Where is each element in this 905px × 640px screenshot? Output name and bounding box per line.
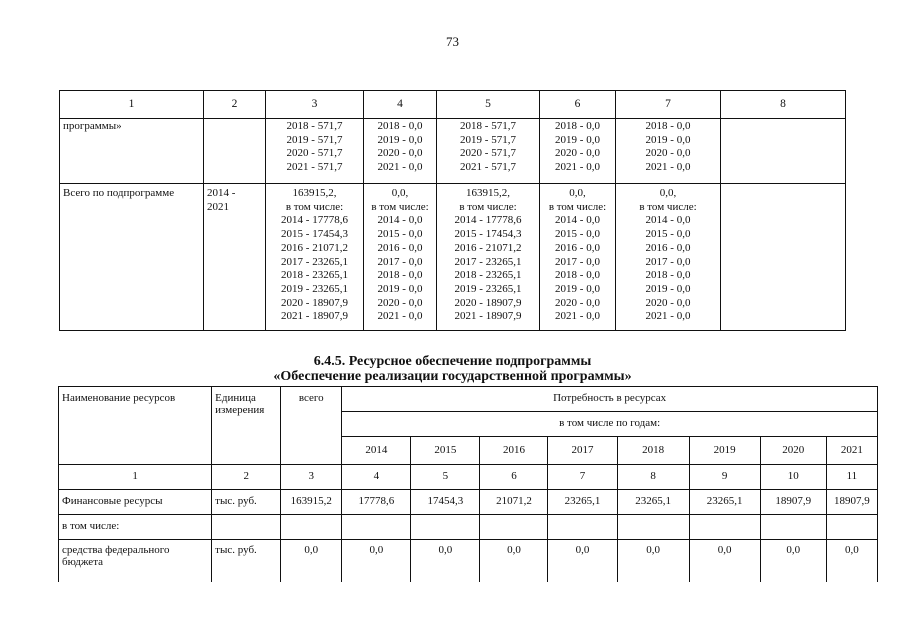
cell-line: 2018 - 0,0 — [377, 120, 423, 132]
column-number: 2 — [212, 465, 281, 490]
cell-line: 2017 - 0,0 — [645, 255, 691, 268]
cell-line: 2021 - 571,7 — [286, 161, 343, 174]
cell-line: 2017 - 23265,1 — [281, 255, 348, 268]
header-by-years: в том числе по годам: — [342, 412, 878, 437]
column-number: 4 — [342, 465, 411, 490]
cell-line: 2015 - 0,0 — [377, 228, 423, 241]
year-value: 0,0 — [826, 540, 877, 583]
year-value — [689, 515, 760, 540]
year-value: 0,0 — [689, 540, 760, 583]
cell-line: 2021 - 0,0 — [377, 310, 423, 323]
cell-line: 2018 - 0,0 — [645, 120, 691, 132]
column-number: 6 — [540, 91, 616, 119]
cell-line: 2021 - 0,0 — [377, 161, 423, 174]
period-line: 2014 - — [207, 187, 236, 199]
year-value: 0,0 — [760, 540, 826, 583]
cell-line: 2016 - 0,0 — [377, 241, 423, 254]
resource-unit — [212, 515, 281, 540]
cell-line: 2021 - 0,0 — [645, 161, 691, 174]
cell-federal — [364, 119, 437, 184]
cell-line: 2016 - 21071,2 — [281, 241, 348, 254]
resource-name: в том числе: — [59, 515, 212, 540]
cell-line: 2020 - 0,0 — [555, 296, 600, 309]
cell-line: 2016 - 0,0 — [645, 241, 691, 254]
year-value: 0,0 — [480, 540, 548, 583]
resource-name: Финансовые ресурсы — [59, 490, 212, 515]
cell-line: 2014 - 17778,6 — [454, 214, 522, 227]
cell-line: 2017 - 23265,1 — [454, 255, 522, 268]
cell-line: 2020 - 571,7 — [286, 147, 343, 160]
year-value: 23265,1 — [548, 490, 617, 515]
cell-line: 163915,2, — [466, 187, 510, 199]
cell-line: 2021 - 0,0 — [645, 310, 691, 323]
cell-line: 2018 - 23265,1 — [281, 269, 348, 282]
column-number: 8 — [617, 465, 689, 490]
row-name: программы» — [60, 119, 204, 184]
cell-line: 0,0, — [569, 187, 586, 199]
cell-line: 2015 - 0,0 — [645, 228, 691, 241]
cell-line: 2021 - 0,0 — [555, 161, 600, 174]
year-value: 21071,2 — [480, 490, 548, 515]
cell-line: 2020 - 0,0 — [645, 147, 691, 160]
cell-line: 2019 - 0,0 — [377, 133, 423, 146]
header-row — [59, 387, 878, 412]
cell-line: 2019 - 0,0 — [645, 282, 691, 295]
year-value — [411, 515, 480, 540]
column-number: 7 — [548, 465, 617, 490]
cell-line: 2019 - 0,0 — [377, 282, 423, 295]
year-header: 2021 — [826, 437, 877, 465]
page-number: 73 — [446, 34, 459, 49]
header-total: всего — [281, 387, 342, 465]
cell-line: 2016 - 0,0 — [555, 241, 600, 254]
column-number: 6 — [480, 465, 548, 490]
column-number: 8 — [721, 91, 846, 119]
row-period — [204, 119, 266, 184]
cell-line: 2020 - 0,0 — [377, 147, 423, 160]
cell-line: 2018 - 0,0 — [555, 269, 600, 282]
header-unit: Единица измерения — [212, 387, 281, 465]
cell-line: 2021 - 18907,9 — [454, 310, 522, 323]
table-row — [60, 119, 846, 184]
year-header: 2016 — [480, 437, 548, 465]
cell-line: 2021 - 571,7 — [460, 161, 516, 174]
cell-line: 2014 - 0,0 — [377, 214, 423, 227]
year-header: 2020 — [760, 437, 826, 465]
cell-federal — [364, 184, 437, 331]
table-row — [59, 540, 878, 583]
column-number: 1 — [60, 91, 204, 119]
year-value: 18907,9 — [826, 490, 877, 515]
cell-total — [266, 119, 364, 184]
cell-line: 2018 - 23265,1 — [454, 269, 522, 282]
resource-table — [58, 386, 878, 582]
cell-empty — [721, 184, 846, 331]
cell-line: 163915,2, — [292, 187, 337, 199]
cell-line: 2019 - 571,7 — [460, 133, 516, 146]
cell-line: 0,0, — [391, 187, 409, 199]
column-number: 4 — [364, 91, 437, 119]
resource-unit: тыс. руб. — [212, 490, 281, 515]
cell-line: 0,0, — [659, 187, 677, 199]
resource-total: 163915,2 — [281, 490, 342, 515]
cell-line: 2016 - 21071,2 — [454, 241, 522, 254]
table-row — [60, 184, 846, 331]
section-subtitle: «Обеспечение реализации государственной программы» — [273, 369, 632, 384]
column-number: 2 — [204, 91, 266, 119]
cell-line: 2020 - 0,0 — [377, 296, 423, 309]
year-value: 17778,6 — [342, 490, 411, 515]
column-number: 1 — [59, 465, 212, 490]
cell-line: 2019 - 0,0 — [555, 282, 600, 295]
cell-local — [540, 119, 616, 184]
year-value — [548, 515, 617, 540]
year-value — [826, 515, 877, 540]
year-value: 23265,1 — [617, 490, 689, 515]
cell-line: 2019 - 0,0 — [645, 133, 691, 146]
cell-line: в том числе: — [371, 200, 429, 213]
cell-line: 2018 - 571,7 — [460, 120, 516, 132]
cell-other — [616, 184, 721, 331]
cell-local — [540, 184, 616, 331]
cell-line: 2021 - 0,0 — [555, 310, 600, 323]
header-resource-name: Наименование ресурсов — [59, 387, 212, 465]
year-value — [342, 515, 411, 540]
column-number: 3 — [281, 465, 342, 490]
cell-line: 2019 - 0,0 — [555, 133, 600, 146]
cell-line: 2019 - 23265,1 — [454, 282, 522, 295]
year-header: 2014 — [342, 437, 411, 465]
year-header: 2017 — [548, 437, 617, 465]
cell-line: 2019 - 571,7 — [286, 133, 343, 146]
year-value: 0,0 — [617, 540, 689, 583]
subprogram-funding-table — [59, 90, 846, 331]
year-header: 2018 — [617, 437, 689, 465]
period-line: 2021 — [207, 200, 229, 213]
table-row — [59, 515, 878, 540]
column-number: 11 — [826, 465, 877, 490]
year-header: 2019 — [689, 437, 760, 465]
section-title: 6.4.5. Ресурсное обеспечение подпрограммы — [313, 354, 592, 369]
resource-total — [281, 515, 342, 540]
cell-line: 2014 - 17778,6 — [281, 214, 348, 227]
year-value: 0,0 — [342, 540, 411, 583]
column-number: 5 — [411, 465, 480, 490]
cell-line: в том числе: — [639, 200, 697, 213]
row-name: Всего по подпрограмме — [60, 184, 204, 331]
cell-line: в том числе: — [548, 200, 607, 213]
cell-other — [616, 119, 721, 184]
cell-line: 2020 - 571,7 — [460, 147, 516, 160]
cell-line: в том числе: — [459, 200, 517, 213]
cell-empty — [721, 119, 846, 184]
resource-unit: тыс. руб. — [212, 540, 281, 583]
cell-line: 2015 - 0,0 — [555, 228, 600, 241]
year-value — [617, 515, 689, 540]
table-header-row — [60, 91, 846, 119]
year-value: 18907,9 — [760, 490, 826, 515]
year-value — [760, 515, 826, 540]
year-value: 23265,1 — [689, 490, 760, 515]
table-row — [59, 490, 878, 515]
column-number: 10 — [760, 465, 826, 490]
cell-regional — [437, 184, 540, 331]
resource-name: средства федерального бюджета — [59, 540, 212, 583]
cell-line: 2020 - 18907,9 — [281, 296, 348, 309]
year-value: 0,0 — [411, 540, 480, 583]
cell-line: 2015 - 17454,3 — [281, 228, 348, 241]
cell-line: 2018 - 0,0 — [377, 269, 423, 282]
year-value — [480, 515, 548, 540]
row-period — [204, 184, 266, 331]
cell-line: 2018 - 0,0 — [555, 120, 600, 132]
cell-line: 2019 - 23265,1 — [281, 282, 348, 295]
cell-line: 2018 - 571,7 — [286, 120, 343, 132]
cell-line: 2015 - 17454,3 — [454, 228, 522, 241]
cell-line: 2014 - 0,0 — [555, 214, 600, 227]
cell-line: 2014 - 0,0 — [645, 214, 691, 227]
cell-line: 2020 - 18907,9 — [454, 296, 522, 309]
cell-line: 2018 - 0,0 — [645, 269, 691, 282]
cell-line: 2021 - 18907,9 — [281, 310, 348, 323]
cell-line: 2020 - 0,0 — [555, 147, 600, 160]
year-header: 2015 — [411, 437, 480, 465]
cell-line: в том числе: — [285, 200, 344, 213]
year-value: 17454,3 — [411, 490, 480, 515]
resource-total: 0,0 — [281, 540, 342, 583]
cell-regional — [437, 119, 540, 184]
column-number: 3 — [266, 91, 364, 119]
column-numbers-row — [59, 465, 878, 490]
column-number: 9 — [689, 465, 760, 490]
cell-line: 2020 - 0,0 — [645, 296, 691, 309]
column-number: 7 — [616, 91, 721, 119]
column-number: 5 — [437, 91, 540, 119]
cell-line: 2017 - 0,0 — [555, 255, 600, 268]
year-value: 0,0 — [548, 540, 617, 583]
header-need: Потребность в ресурсах — [342, 387, 878, 412]
cell-total — [266, 184, 364, 331]
cell-line: 2017 - 0,0 — [377, 255, 423, 268]
